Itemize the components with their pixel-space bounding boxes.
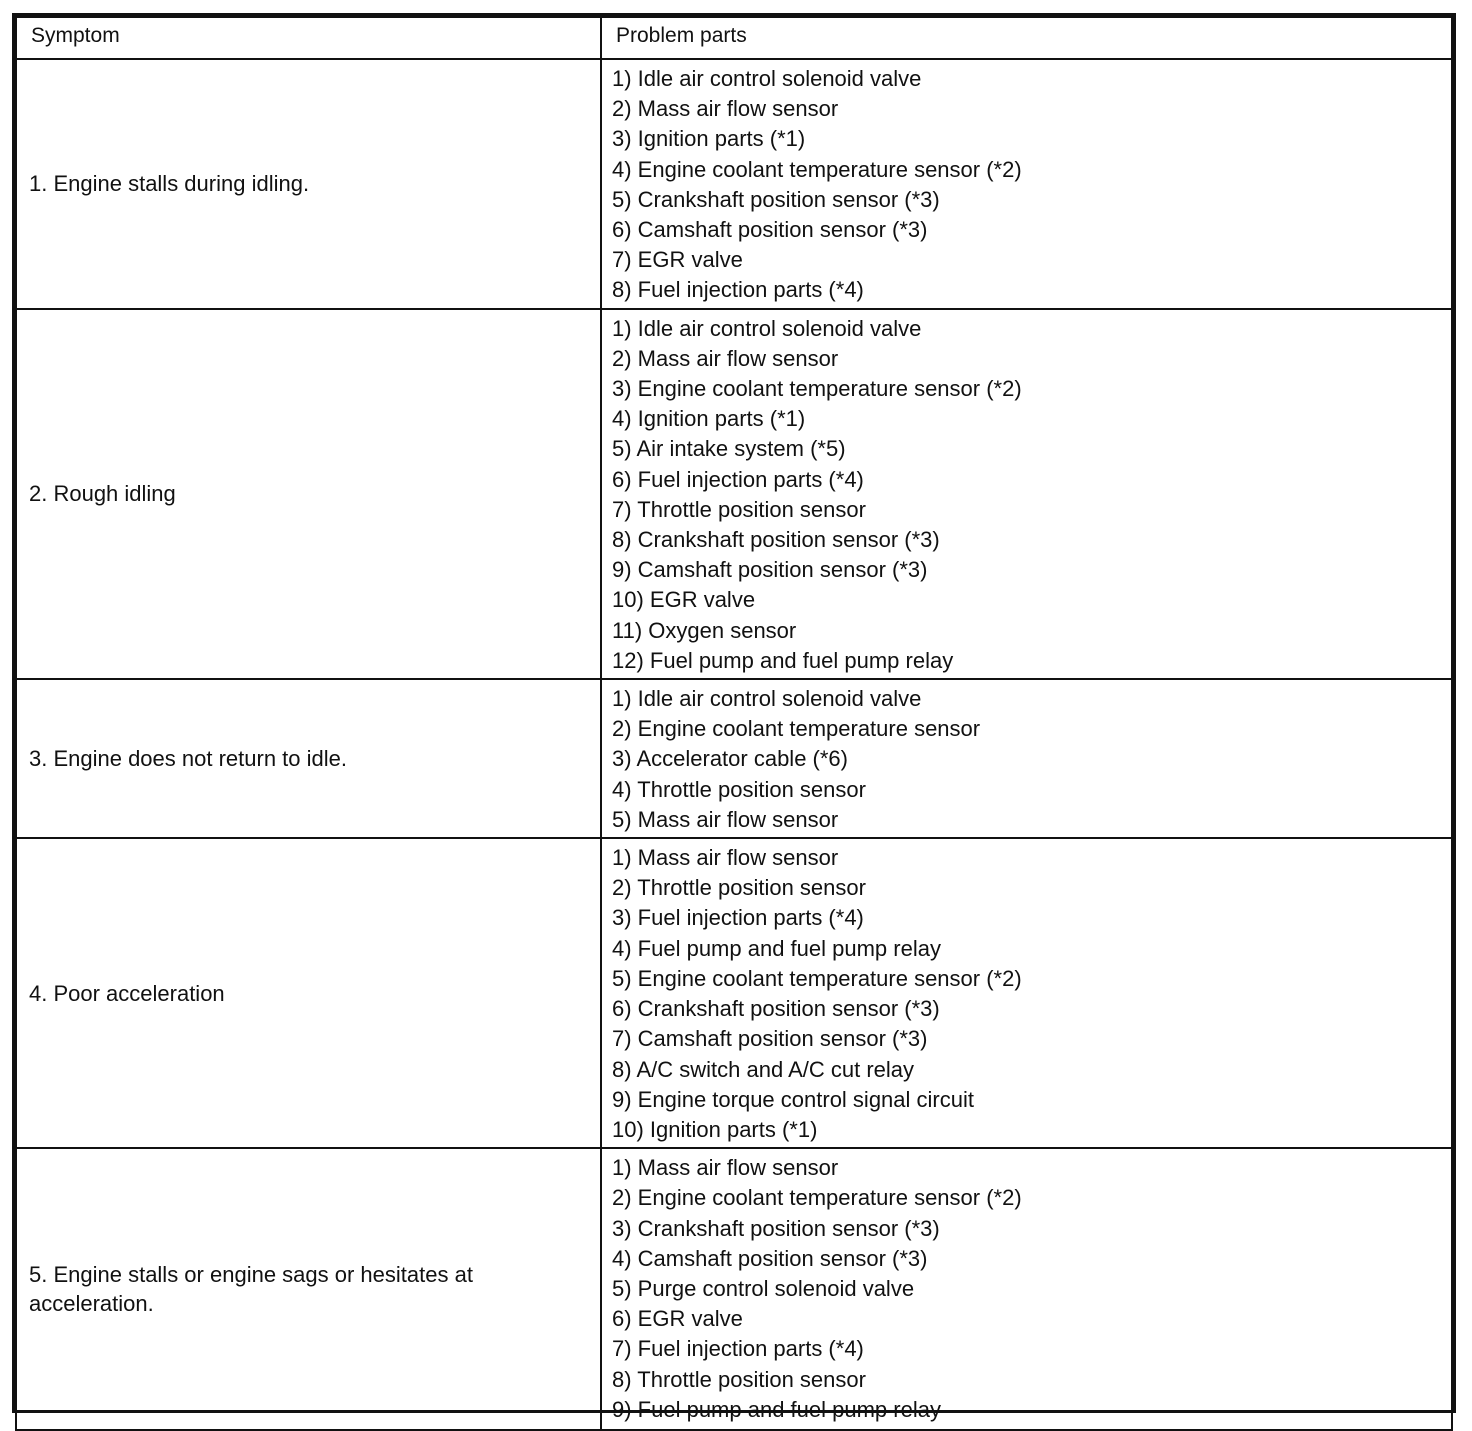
table-row [16, 838, 1452, 1148]
symptom-cell: 3. Engine does not return to idle. [16, 679, 601, 838]
table-row [16, 59, 1452, 309]
symptom-cell: 4. Poor acceleration [16, 838, 601, 1148]
problem-part-item: 3) Accelerator cable (*6) [612, 746, 848, 772]
problem-part-item: 7) EGR valve [612, 247, 743, 273]
problem-part-item: 5) Purge control solenoid valve [612, 1275, 915, 1301]
problem-part-item: 6) Crankshaft position sensor (*3) [612, 996, 940, 1022]
problem-part-item: 4) Engine coolant temperature sensor (*2) [612, 156, 1022, 182]
problem-part-item: 3) Engine coolant temperature sensor (*2) [612, 376, 1022, 402]
header-problem-parts: Problem parts [601, 17, 1452, 59]
problem-part-item: 8) Throttle position sensor [612, 1366, 866, 1392]
problem-part-item: 8) Crankshaft position sensor (*3) [612, 527, 940, 553]
troubleshooting-table-frame [12, 13, 1456, 1422]
problem-part-item: 5) Crankshaft position sensor (*3) [612, 186, 940, 212]
problem-part-item: 5) Mass air flow sensor [612, 806, 839, 832]
problem-part-item: 1) Idle air control solenoid valve [612, 686, 922, 712]
problem-part-item: 3) Crankshaft position sensor (*3) [612, 1215, 940, 1241]
problem-part-item: 6) Camshaft position sensor (*3) [612, 217, 928, 243]
troubleshooting-table [15, 16, 1453, 1431]
problem-part-item: 2) Throttle position sensor [612, 875, 866, 901]
table-row [16, 1148, 1452, 1430]
problem-parts-cell [601, 309, 1452, 679]
symptom-cell: 5. Engine stalls or engine sags or hesitates at acceleration. [16, 1148, 601, 1430]
table-row [16, 309, 1452, 679]
problem-part-item: 12) Fuel pump and fuel pump relay [612, 647, 954, 673]
problem-part-item: 2) Mass air flow sensor [612, 96, 839, 122]
problem-part-item: 2) Engine coolant temperature sensor [612, 716, 981, 742]
problem-part-item: 1) Idle air control solenoid valve [612, 315, 922, 341]
table-body [16, 59, 1452, 1430]
problem-part-item: 4) Camshaft position sensor (*3) [612, 1245, 928, 1271]
problem-part-item: 6) Fuel injection parts (*4) [612, 466, 864, 492]
table-header-row [16, 17, 1452, 59]
symptom-cell: 2. Rough idling [16, 309, 601, 679]
table-row [16, 679, 1452, 838]
problem-part-item: 9) Camshaft position sensor (*3) [612, 557, 928, 583]
problem-part-item: 1) Mass air flow sensor [612, 845, 839, 871]
problem-part-item: 2) Mass air flow sensor [612, 345, 839, 371]
problem-part-item: 3) Ignition parts (*1) [612, 126, 806, 152]
problem-part-item: 1) Mass air flow sensor [612, 1155, 839, 1181]
problem-part-item: 7) Fuel injection parts (*4) [612, 1336, 864, 1362]
problem-parts-cell [601, 679, 1452, 838]
problem-part-item: 4) Throttle position sensor [612, 776, 866, 802]
problem-part-item: 1) Idle air control solenoid valve [612, 66, 922, 91]
problem-part-item: 2) Engine coolant temperature sensor (*2) [612, 1185, 1022, 1211]
problem-part-item: 3) Fuel injection parts (*4) [612, 905, 864, 931]
problem-part-item: 9) Fuel pump and fuel pump relay [612, 1396, 941, 1422]
problem-part-item: 11) Oxygen sensor [612, 617, 797, 643]
header-symptom: Symptom [16, 17, 601, 59]
problem-part-item: 7) Throttle position sensor [612, 496, 866, 522]
problem-part-item: 7) Camshaft position sensor (*3) [612, 1026, 928, 1052]
problem-part-item: 5) Engine coolant temperature sensor (*2) [612, 965, 1022, 991]
problem-part-item: 9) Engine torque control signal circuit [612, 1086, 974, 1112]
problem-part-item: 4) Ignition parts (*1) [612, 406, 806, 432]
problem-part-item: 6) EGR valve [612, 1306, 743, 1332]
problem-part-item: 8) Fuel injection parts (*4) [612, 277, 864, 303]
problem-parts-cell [601, 1148, 1452, 1430]
problem-part-item: 10) Ignition parts (*1) [612, 1116, 818, 1142]
problem-part-item: 4) Fuel pump and fuel pump relay [612, 935, 941, 961]
symptom-cell: 1. Engine stalls during idling. [16, 59, 601, 309]
problem-part-item: 5) Air intake system (*5) [612, 436, 846, 462]
problem-parts-cell [601, 838, 1452, 1148]
problem-parts-cell [601, 59, 1452, 309]
problem-part-item: 8) A/C switch and A/C cut relay [612, 1056, 915, 1082]
problem-part-item: 10) EGR valve [612, 587, 756, 613]
